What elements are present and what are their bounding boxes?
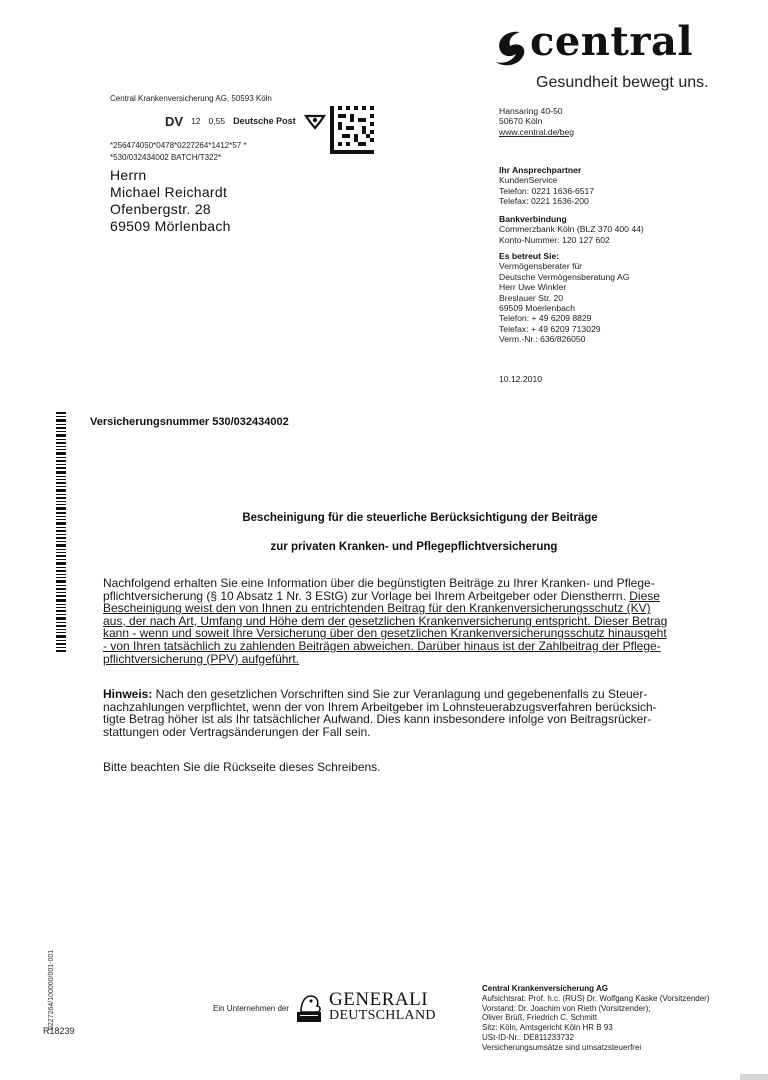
advisor-company: Deutsche Vermögensberatung AG [499, 271, 630, 282]
paragraph-line-underlined: Bescheinigung weist den von Ihnen zu entrichtenden Beitrag für den Krankenversicherungsschutz (KV) [103, 601, 651, 616]
generali-line1: GENERALI [329, 989, 429, 1010]
paragraph-line-underlined: - von Ihren tatsächlich zu zahlenden Beiträgen abweichen. Darüber hinaus ist der Zahlbeitrag der Pflege- [103, 638, 661, 653]
brand-slogan: Gesundheit bewegt uns. [536, 74, 709, 91]
batch-codes [110, 140, 247, 164]
paragraph-line-underlined: kann - wenn und soweit Ihre Versicherung über den gesetzlichen Krankenversicherungsschutz hinausgeht [103, 626, 667, 641]
footer-board: Aufsichtsrat: Prof. h.c. (RUS) Dr. Wolfgang Kaske (Vorsitzender) [482, 993, 710, 1003]
paragraph-hint [103, 688, 735, 738]
paragraph-segment: Nach den gesetzlichen Vorschriften sind Sie zur Veranlagung und gegebenenfalls zu Steuer- [152, 687, 648, 701]
reference-code: R18239 [43, 1026, 75, 1036]
postage-value: 0,55 [208, 116, 226, 126]
contact-block [499, 165, 594, 207]
advisor-phone: Telefon: + 49 6209 8829 [499, 313, 592, 324]
paragraph-segment-underlined: Diese [629, 588, 660, 603]
recipient-salutation: Herrn [110, 167, 147, 183]
paragraph-line: Nachfolgend erhalten Sie eine Information über die begünstigten Beiträge zu Ihrer Kranken- und Pflege- [103, 576, 655, 590]
postage-code: DV [165, 113, 184, 129]
contact-dept: KundenService [499, 175, 558, 186]
paragraph-segment: pflichtversicherung (§ 10 Absatz 1 Nr. 3 EStG) zur Vorlage bei Ihrem Arbeitgeber oder Dienstherrn. [103, 588, 630, 603]
generali-branding [213, 989, 436, 1024]
generali-lion-icon [295, 992, 323, 1024]
contact-heading: Ihr Ansprechpartner [499, 165, 582, 175]
paragraph-line: stattungen oder Vertragsänderungen der Fall sein. [103, 724, 371, 739]
barcode-icon [56, 412, 66, 652]
advisor-name: Herr Uwe Winkler [499, 282, 567, 293]
paragraph-info [103, 577, 735, 665]
post-label: Deutsche Post [233, 116, 296, 126]
bank-block [499, 214, 644, 245]
vertical-code-text: 0227264/100000/001-001 [48, 949, 55, 1030]
contact-fax: Telefax: 0221 1636-200 [499, 196, 589, 207]
brand-name: central [530, 18, 694, 65]
postage-line [165, 112, 326, 130]
recipient-address [110, 167, 231, 235]
hint-label: Hinweis: [103, 687, 153, 701]
generali-brand [329, 989, 436, 1024]
company-web-link[interactable] [499, 127, 574, 137]
bank-account: Konto-Nummer: 120 127 602 [499, 234, 610, 245]
company-street: Hansaring 40-50 [499, 106, 563, 116]
generali-line2: DEUTSCHLAND [329, 1008, 436, 1023]
paragraph-line [103, 688, 735, 701]
paragraph-note: Bitte beachten Sie die Rückseite dieses Schreibens. [103, 760, 381, 774]
paragraph-line-underlined: aus, der nach Art, Umfang und Höhe dem der gesetzlichen Krankenversicherung entspricht. Dieser Betrag [103, 613, 668, 628]
advisor-role: Vermögensberater für [499, 261, 583, 272]
company-web[interactable]: www.central.de/beg [499, 126, 574, 137]
post-horn-icon [304, 112, 326, 130]
document-subheading: zur privaten Kranken- und Pflegepflichtversicherung [270, 541, 558, 553]
bank-heading: Bankverbindung [499, 214, 567, 224]
postage-num: 12 [191, 116, 201, 126]
footer-seat: Sitz: Köln, Amtsgericht Köln HR B 93 [482, 1023, 613, 1033]
letter-date: 10.12.2010 [499, 374, 543, 384]
company-address [499, 106, 574, 137]
footer-tax: Versicherungsumsätze sind umsatzsteuerfrei [482, 1042, 642, 1052]
document-heading: Bescheinigung für die steuerliche Berücksichtigung der Beiträge [242, 512, 598, 524]
recipient-city: 69509 Mörlenbach [110, 218, 231, 234]
company-city: 50670 Köln [499, 116, 543, 127]
advisor-city: 69509 Moerlenbach [499, 303, 575, 314]
footer-exec2: Oliver Brüß, Friedrich C. Schmitt [482, 1013, 598, 1023]
company-footer [482, 984, 710, 1053]
generali-prefix: Ein Unternehmen der [213, 1003, 290, 1013]
central-logo-icon [492, 28, 528, 68]
batch-line: *256474050*0478*0227264*1412*57 * [110, 141, 247, 150]
advisor-fax: Telefax: + 49 6209 713029 [499, 323, 601, 334]
datamatrix-code-icon [330, 105, 374, 155]
footer-exec: Vorstand: Dr. Joachim von Rieth (Vorsitzender); [482, 1003, 651, 1013]
advisor-block [499, 251, 629, 345]
bank-name: Commerzbank Köln (BLZ 370 400 44) [499, 224, 644, 235]
paragraph-line-underlined: pflichtversicherung (PPV) aufgeführt. [103, 651, 300, 666]
batch-line: *530/032434002 BATCH/T322* [110, 153, 222, 162]
advisor-ref: Verm.-Nr.: 636/826050 [499, 334, 586, 345]
footer-vat: USt-ID-Nr.: DE811233732 [482, 1032, 574, 1042]
return-address: Central Krankenversicherung AG, 50593 Köln [110, 94, 272, 103]
paragraph-line: nachzahlungen verpflichtet, wenn der von Ihrem Arbeitgeber im Lohnsteuerabzugsverfahren berücksich- [103, 699, 657, 714]
corner-mark-icon [740, 1072, 768, 1080]
vertical-code [48, 940, 58, 1030]
recipient-street: Ofenbergstr. 28 [110, 201, 212, 217]
advisor-street: Breslauer Str. 20 [499, 292, 564, 303]
footer-company: Central Krankenversicherung AG [482, 984, 608, 993]
recipient-name: Michael Reichardt [110, 184, 228, 200]
policy-number: Versicherungsnummer 530/032434002 [90, 416, 289, 428]
advisor-heading: Es betreut Sie: [499, 251, 560, 261]
paragraph-line: tigte Betrag höher ist als Ihr tatsächlicher Aufwand. Dies kann insbesondere infolge von Beitragsrücker- [103, 712, 652, 727]
contact-phone: Telefon: 0221 1636-6517 [499, 185, 595, 196]
